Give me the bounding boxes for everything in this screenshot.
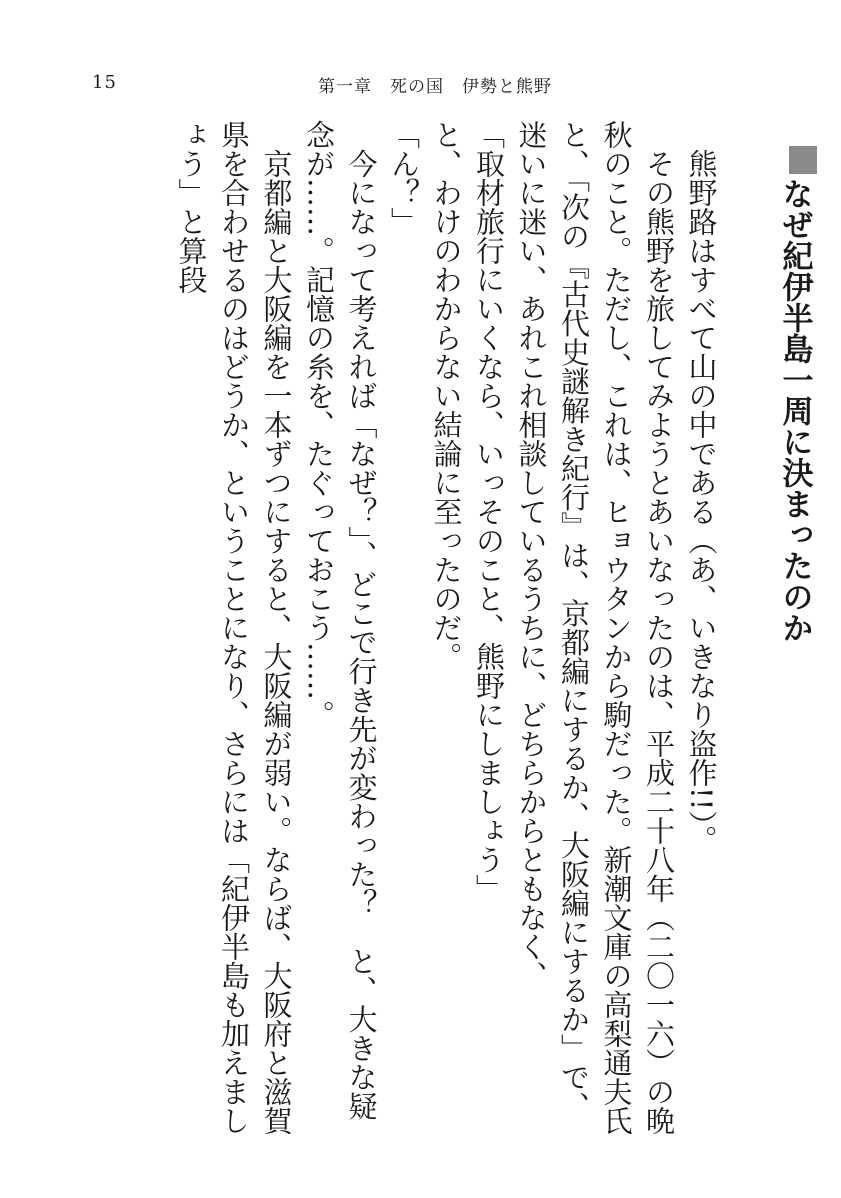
page-number: 15 xyxy=(92,72,117,93)
paragraph: 京都編と大阪編を一本ずつにすると、大阪編が弱い。ならば、大阪府と滋賀県を合わせるのはどうか、ということになり、さらには「紀伊半島も加えましょう」と算段 xyxy=(174,120,294,1135)
paragraph: その熊野を旅してみようとあいなったのは、平成二十八年（二〇一六）の晩秋のこと。ただし、これは、ヒョウタンから駒だった。新潮文庫の高梨通夫氏と、「次の『古代史謎解き紀行』は、京都編にするか、大阪編にするか」で、迷いに迷い、あれこれ相談しているうちに、どちらからともなく、 xyxy=(514,120,676,1135)
paragraph: 今になって考えれば「なぜ？」、どこで行き先が変わった？ と、大きな疑念が……。記憶の糸を、たぐっておこう……。 xyxy=(302,120,379,1121)
paragraph: 熊野路はすべて山の中である（あ、いきなり盗作!!）。 xyxy=(684,149,719,854)
square-bullet-icon xyxy=(789,146,817,174)
paragraph: と、わけのわからない結論に至ったのだ。 xyxy=(429,120,464,671)
vertical-text-block xyxy=(57,120,817,1140)
dialogue-line: 「ん？」 xyxy=(387,120,421,236)
section-heading xyxy=(773,142,818,1140)
dialogue-line: 「取材旅行にいくなら、いっそのこと、熊野にしましょう」 xyxy=(472,120,506,903)
running-header: 第一章 死の国 伊勢と熊野 xyxy=(318,77,552,97)
section-heading-text: なぜ紀伊半島一周に決まったのか xyxy=(776,178,813,643)
